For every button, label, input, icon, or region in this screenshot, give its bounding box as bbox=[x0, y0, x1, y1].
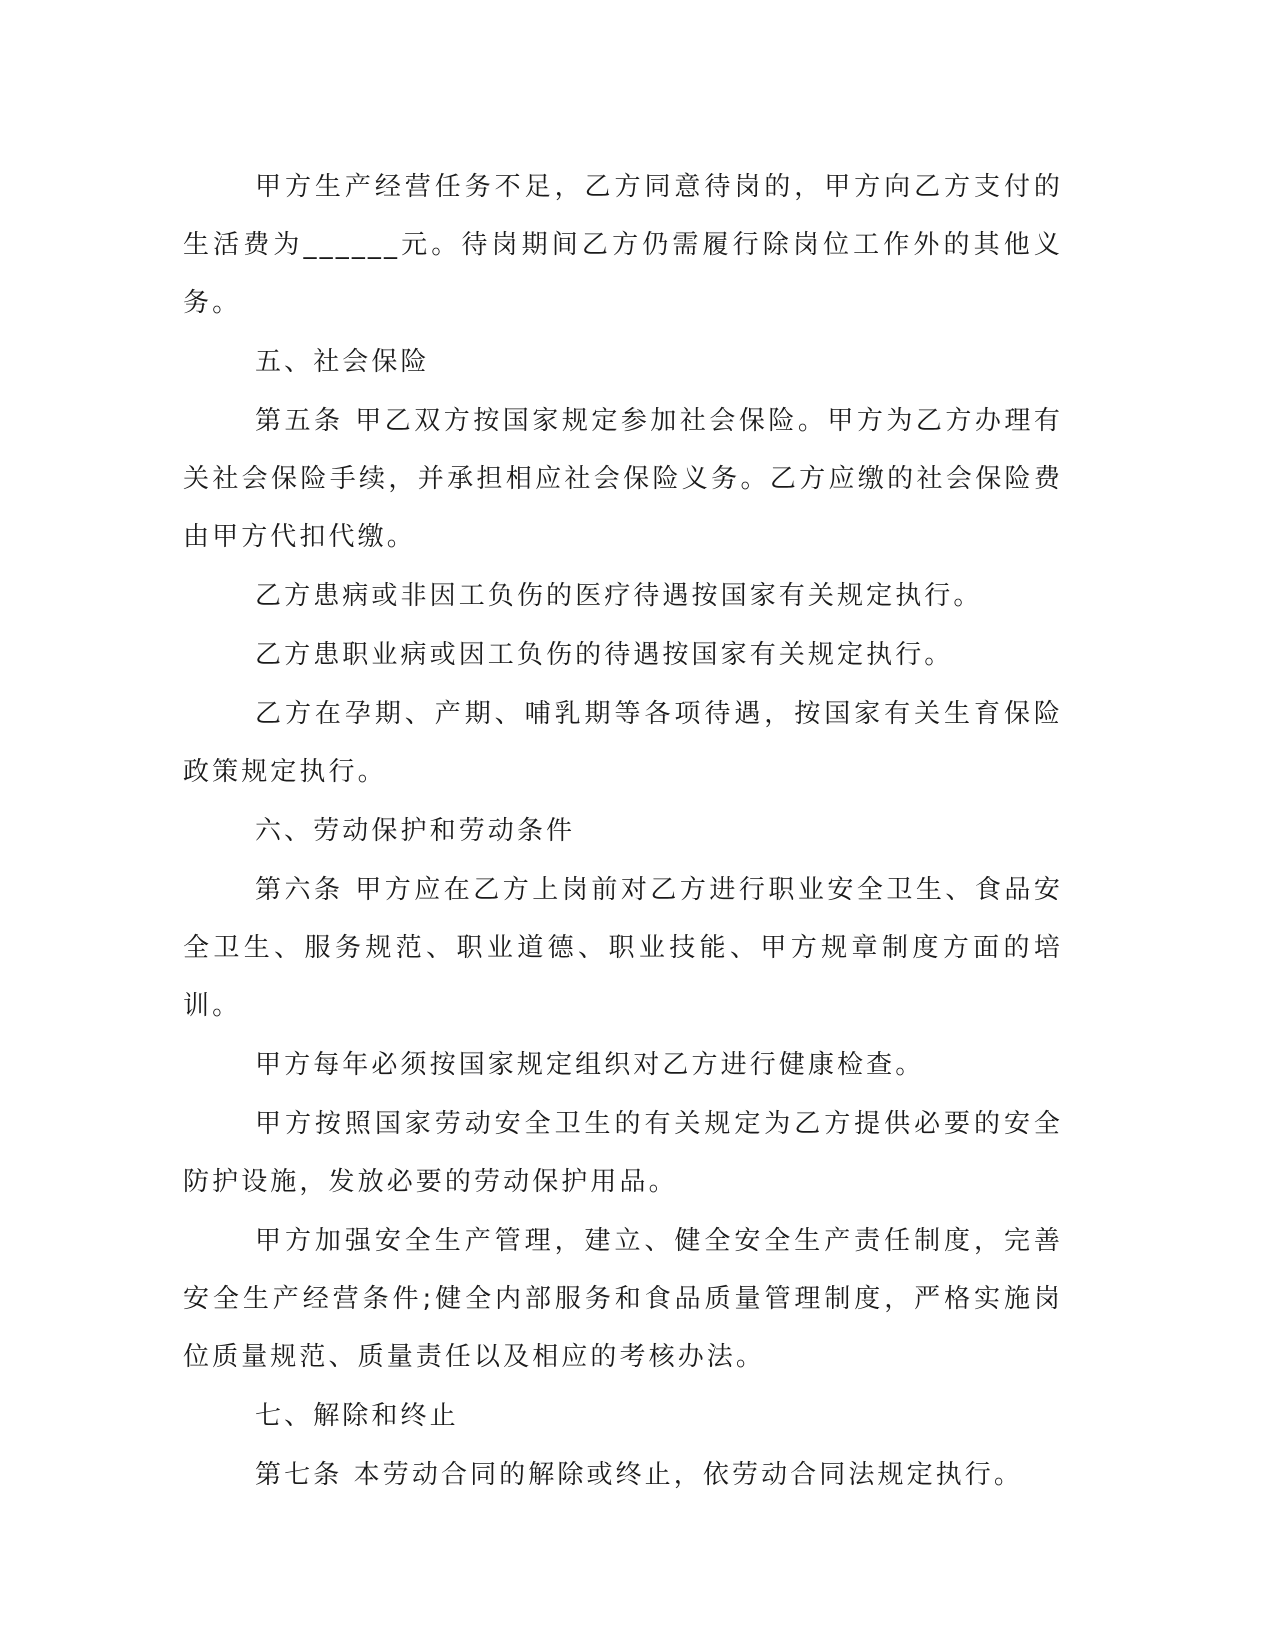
document-body bbox=[183, 158, 1063, 1505]
paragraph-safety-management: 甲方加强安全生产管理，建立、健全安全生产责任制度，完善安全生产经营条件;健全内部服务和食品质量管理制度，严格实施岗位质量规范、质量责任以及相应的考核办法。 bbox=[183, 1226, 1063, 1372]
paragraph-safety-facilities: 甲方按照国家劳动安全卫生的有关规定为乙方提供必要的安全防护设施，发放必要的劳动保护用品。 bbox=[183, 1109, 1063, 1197]
paragraph-maternity: 乙方在孕期、产期、哺乳期等各项待遇，按国家有关生育保险政策规定执行。 bbox=[183, 699, 1063, 787]
section-heading-social-insurance: 五、社会保险 bbox=[255, 347, 430, 377]
paragraph-standby-allowance: 甲方生产经营任务不足，乙方同意待岗的，甲方向乙方支付的生活费为______元。待岗期间乙方仍需履行除岗位工作外的其他义务。 bbox=[183, 172, 1063, 318]
paragraph-article-7: 第七条 本劳动合同的解除或终止，依劳动合同法规定执行。 bbox=[255, 1460, 1023, 1490]
section-heading-termination: 七、解除和终止 bbox=[255, 1401, 459, 1431]
paragraph-illness-treatment: 乙方患病或非因工负伤的医疗待遇按国家有关规定执行。 bbox=[255, 581, 983, 611]
paragraph-occupational-disease: 乙方患职业病或因工负伤的待遇按国家有关规定执行。 bbox=[255, 640, 954, 670]
paragraph-article-5: 第五条 甲乙双方按国家规定参加社会保险。甲方为乙方办理有关社会保险手续，并承担相应社会保险义务。乙方应缴的社会保险费由甲方代扣代缴。 bbox=[183, 406, 1063, 552]
paragraph-health-check: 甲方每年必须按国家规定组织对乙方进行健康检查。 bbox=[255, 1050, 925, 1080]
paragraph-article-6: 第六条 甲方应在乙方上岗前对乙方进行职业安全卫生、食品安全卫生、服务规范、职业道德、职业技能、甲方规章制度方面的培训。 bbox=[183, 875, 1063, 1021]
section-heading-labor-protection: 六、劳动保护和劳动条件 bbox=[255, 816, 576, 846]
